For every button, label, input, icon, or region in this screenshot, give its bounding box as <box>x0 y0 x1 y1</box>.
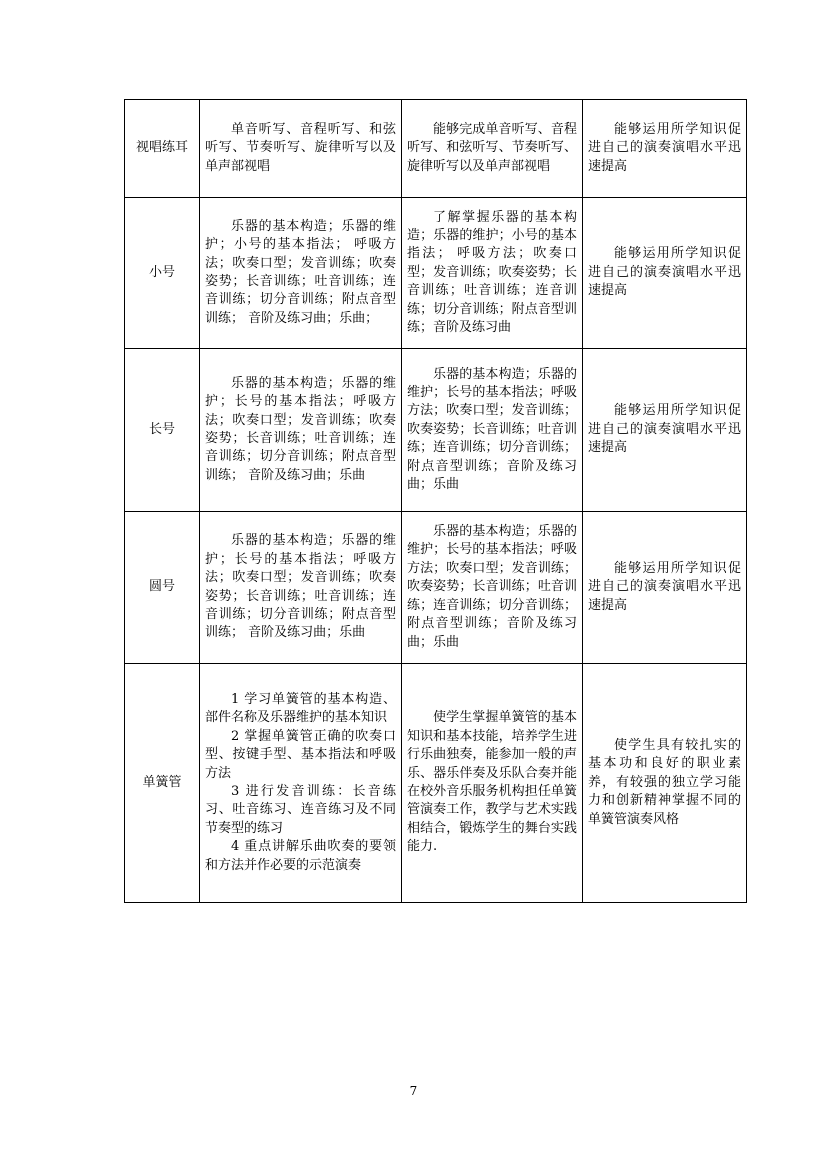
cell-text: 乐器的基本构造；乐器的维护；长号的基本指法；呼吸方法；吹奏口型；发音训练；吹奏姿势；长音训练；吐音训练；连音训练；切分音训练；附点音型训练； 音阶及练习曲；乐曲 <box>205 375 396 483</box>
page-number: 7 <box>409 1084 418 1098</box>
subject-cell: 长号 <box>125 349 200 512</box>
table-row <box>125 100 747 198</box>
requirement-cell <box>402 664 583 903</box>
content-item: 1 学习单簧管的基本构造、部件名称及乐器维护的基本知识 <box>205 691 396 726</box>
subject-cell: 小号 <box>125 198 200 349</box>
content-cell <box>200 349 402 512</box>
cell-text: 能够完成单音听写、音程听写、和弦听写、节奏听写、旋律听写以及单声部视唱 <box>407 121 577 174</box>
content-cell <box>200 664 402 903</box>
requirement-cell <box>402 349 583 512</box>
cell-text: 能够运用所学知识促进自己的演奏演唱水平迅速提高 <box>588 246 741 299</box>
table-row <box>125 349 747 512</box>
cell-text: 使学生具有较扎实的基本功和良好的职业素养，有较强的独立学习能力和创新精神掌握不同的单簧管演奏风格 <box>588 737 741 827</box>
table-row <box>125 198 747 349</box>
cell-text: 乐器的基本构造；乐器的维护；长号的基本指法；呼吸方法；吹奏口型；发音训练；吹奏姿势；长音训练；吐音训练；连音训练；切分音训练；附点音型训练；音阶及练习曲；乐曲 <box>407 366 577 493</box>
curriculum-table <box>124 99 747 903</box>
cell-text: 使学生掌握单簧管的基本知识和基本技能，培养学生进行乐曲独奏，能参加一般的声乐、器乐伴奏及乐队合奏并能在校外音乐服务机构担任单簧管演奏工作，教学与艺术实践相结合，锻炼学生的舞台实践能力. <box>407 710 577 855</box>
goal-cell <box>583 512 747 664</box>
requirement-cell <box>402 512 583 664</box>
content-cell <box>200 100 402 198</box>
goal-cell <box>583 198 747 349</box>
goal-cell <box>583 349 747 512</box>
cell-text: 能够运用所学知识促进自己的演奏演唱水平迅速提高 <box>588 403 741 456</box>
content-cell <box>200 512 402 664</box>
cell-text: 能够运用所学知识促进自己的演奏演唱水平迅速提高 <box>588 560 741 613</box>
cell-text: 乐器的基本构造；乐器的维护；小号的基本指法； 呼吸方法；吹奏口型；发音训练；吹奏姿势；长音训练；吐音训练；连音训练；切分音训练；附点音型训练； 音阶及练习曲；乐曲； <box>205 218 396 326</box>
requirement-cell <box>402 100 583 198</box>
table-row <box>125 512 747 664</box>
subject-cell: 视唱练耳 <box>125 100 200 198</box>
cell-text: 乐器的基本构造；乐器的维护；长号的基本指法；呼吸方法；吹奏口型；发音训练；吹奏姿势；长音训练；吐音训练；连音训练；切分音训练；附点音型训练； 音阶及练习曲；乐曲 <box>205 533 396 641</box>
cell-text: 了解掌握乐器的基本构造；乐器的维护；小号的基本指法； 呼吸方法；吹奏口型；发音训练；吹奏姿势；长音训练；吐音训练；连音训练；切分音训练；附点音型训练；音阶及练习曲 <box>407 209 577 336</box>
cell-text: 能够运用所学知识促进自己的演奏演唱水平迅速提高 <box>588 121 741 174</box>
content-item: 2 掌握单簧管正确的吹奏口型、按键手型、基本指法和呼吸方法 <box>205 728 396 781</box>
cell-text: 乐器的基本构造；乐器的维护；长号的基本指法；呼吸方法；吹奏口型；发音训练；吹奏姿势；长音训练；吐音训练；连音训练；切分音训练；附点音型训练；音阶及练习曲；乐曲 <box>407 524 577 650</box>
subject-cell: 圆号 <box>125 512 200 664</box>
cell-text: 单音听写、音程听写、和弦听写、节奏听写、旋律听写以及单声部视唱 <box>205 121 396 174</box>
requirement-cell <box>402 198 583 349</box>
content-item: 3 进行发音训练：长音练习、吐音练习、连音练习及不同节奏型的练习 <box>205 784 396 836</box>
table-row <box>125 664 747 903</box>
content-item: 4 重点讲解乐曲吹奏的要领和方法并作必要的示范演奏 <box>205 839 396 873</box>
subject-cell: 单簧管 <box>125 664 200 903</box>
goal-cell <box>583 100 747 198</box>
goal-cell <box>583 664 747 903</box>
content-cell <box>200 198 402 349</box>
